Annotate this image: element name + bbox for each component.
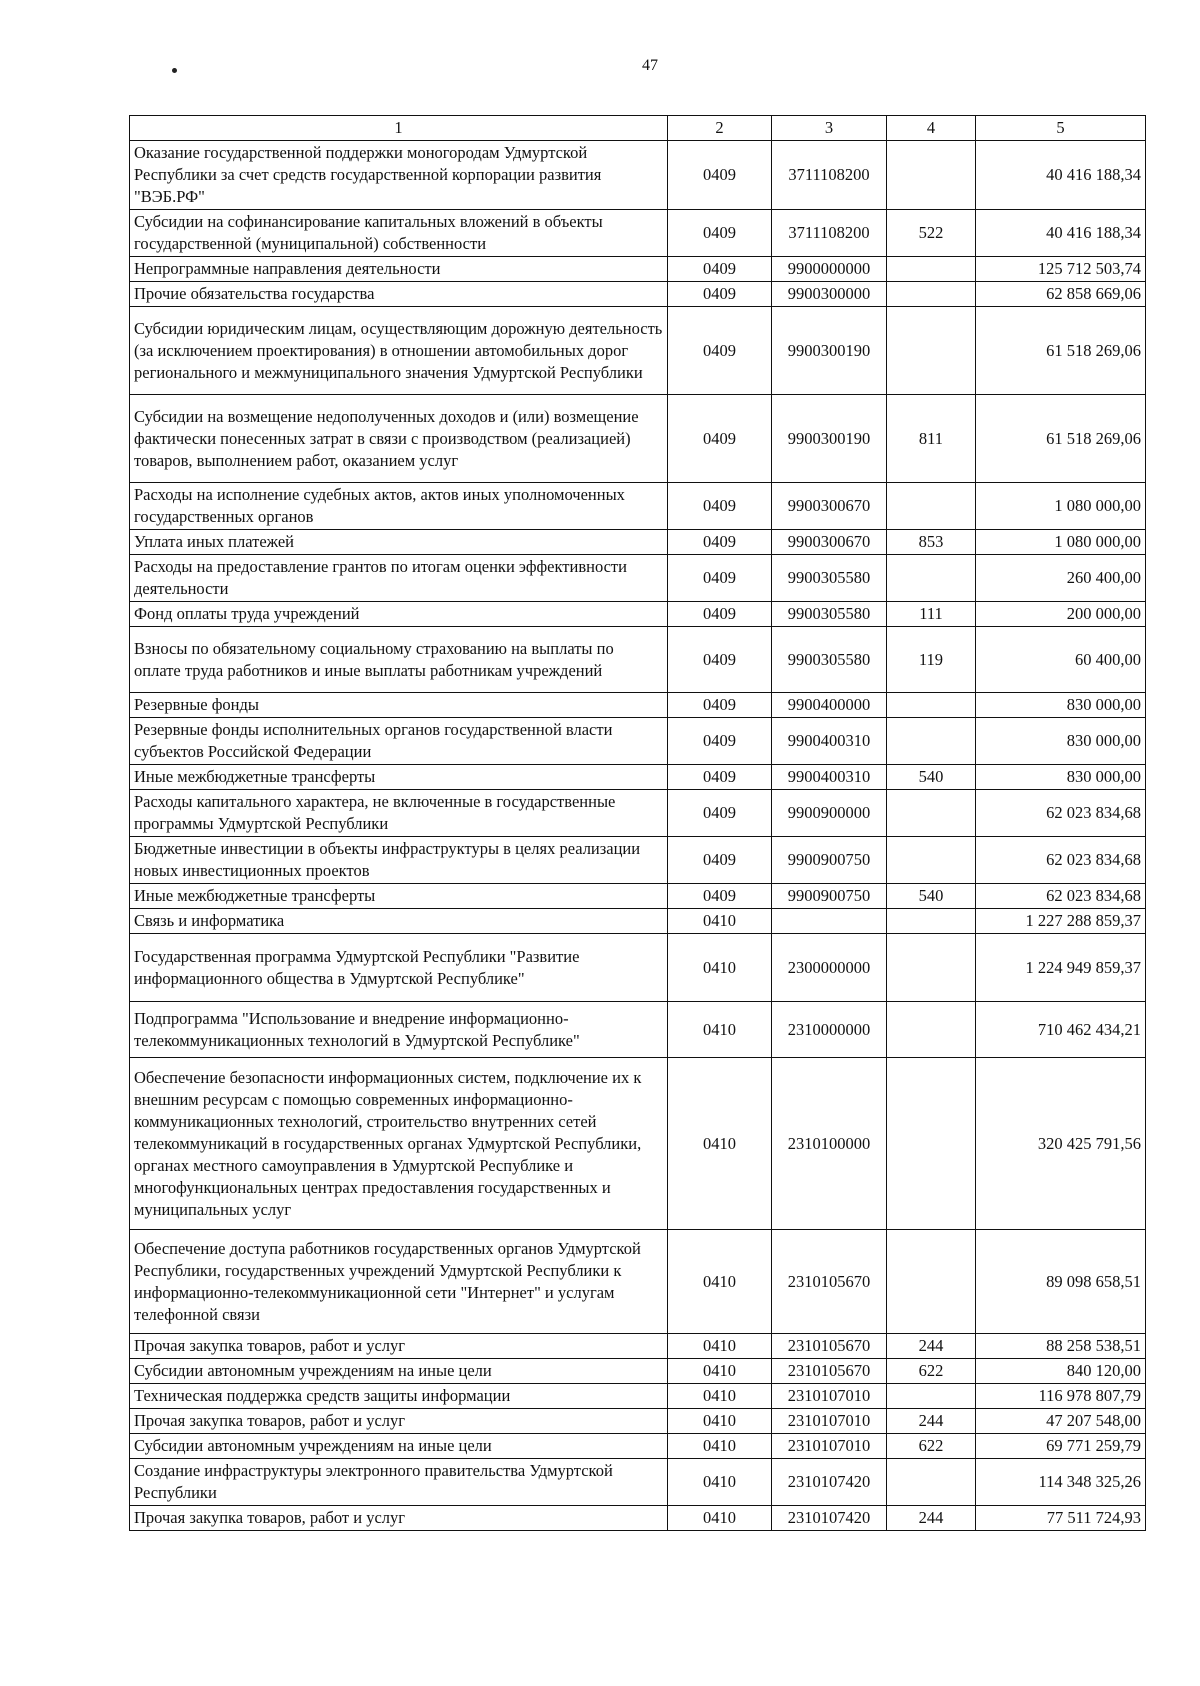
row-target-code: 2310105670 [772, 1334, 887, 1359]
row-expense-type [887, 307, 976, 395]
row-amount: 1 080 000,00 [976, 530, 1146, 555]
row-target-code: 9900305580 [772, 555, 887, 602]
table-row [130, 765, 1146, 790]
row-name: Расходы на предоставление грантов по итогам оценки эффективности деятельности [130, 555, 668, 602]
row-name: Прочая закупка товаров, работ и услуг [130, 1409, 668, 1434]
scan-speck [172, 68, 177, 73]
row-amount: 116 978 807,79 [976, 1384, 1146, 1409]
row-expense-type [887, 1459, 976, 1506]
row-target-code: 9900305580 [772, 602, 887, 627]
row-name: Иные межбюджетные трансферты [130, 884, 668, 909]
row-section: 0409 [668, 210, 772, 257]
row-expense-type: 622 [887, 1434, 976, 1459]
row-name: Создание инфраструктуры электронного правительства Удмуртской Республики [130, 1459, 668, 1506]
row-expense-type [887, 1230, 976, 1334]
table-row [130, 1459, 1146, 1506]
table-row [130, 210, 1146, 257]
row-amount: 62 023 834,68 [976, 884, 1146, 909]
table-row [130, 909, 1146, 934]
row-target-code: 9900400000 [772, 693, 887, 718]
row-name: Взносы по обязательному социальному страхованию на выплаты по оплате труда работников и иные выплаты работникам учреждений [130, 627, 668, 693]
row-expense-type: 540 [887, 884, 976, 909]
row-expense-type [887, 483, 976, 530]
row-expense-type [887, 257, 976, 282]
table-row [130, 1506, 1146, 1531]
row-target-code: 9900305580 [772, 627, 887, 693]
row-section: 0410 [668, 1002, 772, 1058]
row-target-code: 9900400310 [772, 765, 887, 790]
row-name: Субсидии на возмещение недополученных доходов и (или) возмещение фактически понесенных затрат в связи с производством (реализацией) товаров, выполнением работ, оказанием услуг [130, 395, 668, 483]
row-name: Связь и информатика [130, 909, 668, 934]
table-row [130, 282, 1146, 307]
row-expense-type: 853 [887, 530, 976, 555]
row-name: Субсидии автономным учреждениям на иные цели [130, 1434, 668, 1459]
row-target-code: 2310107010 [772, 1409, 887, 1434]
row-amount: 62 023 834,68 [976, 790, 1146, 837]
row-name: Бюджетные инвестиции в объекты инфраструктуры в целях реализации новых инвестиционных проектов [130, 837, 668, 884]
table-row [130, 1434, 1146, 1459]
row-expense-type: 522 [887, 210, 976, 257]
row-amount: 61 518 269,06 [976, 307, 1146, 395]
col-header-4: 4 [887, 116, 976, 141]
row-target-code: 9900300670 [772, 483, 887, 530]
row-target-code: 9900900750 [772, 884, 887, 909]
row-target-code: 2310107010 [772, 1384, 887, 1409]
table-row [130, 1384, 1146, 1409]
row-name: Уплата иных платежей [130, 530, 668, 555]
row-section: 0409 [668, 141, 772, 210]
row-amount: 69 771 259,79 [976, 1434, 1146, 1459]
row-section: 0410 [668, 934, 772, 1002]
row-section: 0409 [668, 790, 772, 837]
row-target-code: 9900300190 [772, 307, 887, 395]
row-amount: 830 000,00 [976, 693, 1146, 718]
row-target-code [772, 909, 887, 934]
row-section: 0409 [668, 483, 772, 530]
row-expense-type [887, 790, 976, 837]
row-target-code: 3711108200 [772, 210, 887, 257]
table-row [130, 602, 1146, 627]
row-target-code: 3711108200 [772, 141, 887, 210]
row-expense-type [887, 282, 976, 307]
row-target-code: 2310107420 [772, 1459, 887, 1506]
row-name: Прочая закупка товаров, работ и услуг [130, 1506, 668, 1531]
row-section: 0409 [668, 307, 772, 395]
row-expense-type: 111 [887, 602, 976, 627]
row-section: 0410 [668, 1334, 772, 1359]
row-expense-type [887, 141, 976, 210]
row-section: 0410 [668, 1459, 772, 1506]
row-expense-type: 119 [887, 627, 976, 693]
row-name: Подпрограмма "Использование и внедрение информационно-телекоммуникационных технологий в Удмуртской Республике" [130, 1002, 668, 1058]
row-expense-type: 244 [887, 1506, 976, 1531]
table-row [130, 1002, 1146, 1058]
row-section: 0409 [668, 884, 772, 909]
row-expense-type: 622 [887, 1359, 976, 1384]
row-amount: 830 000,00 [976, 718, 1146, 765]
table-row [130, 934, 1146, 1002]
row-name: Государственная программа Удмуртской Республики "Развитие информационного общества в Удмуртской Республике" [130, 934, 668, 1002]
row-amount: 40 416 188,34 [976, 141, 1146, 210]
col-header-3: 3 [772, 116, 887, 141]
row-name: Непрограммные направления деятельности [130, 257, 668, 282]
table-row [130, 1334, 1146, 1359]
row-name: Резервные фонды исполнительных органов государственной власти субъектов Российской Федерации [130, 718, 668, 765]
row-section: 0410 [668, 1409, 772, 1434]
row-name: Расходы капитального характера, не включенные в государственные программы Удмуртской Республики [130, 790, 668, 837]
row-amount: 77 511 724,93 [976, 1506, 1146, 1531]
row-amount: 125 712 503,74 [976, 257, 1146, 282]
row-name: Субсидии на софинансирование капитальных вложений в объекты государственной (муниципальной) собственности [130, 210, 668, 257]
row-expense-type: 540 [887, 765, 976, 790]
row-expense-type [887, 1384, 976, 1409]
row-section: 0410 [668, 1506, 772, 1531]
row-expense-type [887, 555, 976, 602]
row-section: 0410 [668, 1359, 772, 1384]
table-row [130, 1230, 1146, 1334]
row-name: Иные межбюджетные трансферты [130, 765, 668, 790]
row-target-code: 9900900000 [772, 790, 887, 837]
row-target-code: 9900900750 [772, 837, 887, 884]
row-name: Обеспечение безопасности информационных систем, подключение их к внешним ресурсам с помощью современных информационно-коммуникационных технологий, строительство внутренних сетей телекоммуникаций в государственных органах Удмуртской Республики, органах местного самоуправления в Удмуртской Республике и многофункциональных центрах предоставления государственных и муниципальных услуг [130, 1058, 668, 1230]
row-section: 0409 [668, 693, 772, 718]
row-section: 0410 [668, 1230, 772, 1334]
row-expense-type: 244 [887, 1409, 976, 1434]
row-target-code: 9900300190 [772, 395, 887, 483]
row-section: 0410 [668, 909, 772, 934]
row-target-code: 9900300670 [772, 530, 887, 555]
col-header-2: 2 [668, 116, 772, 141]
row-section: 0409 [668, 282, 772, 307]
row-expense-type [887, 1002, 976, 1058]
table-row [130, 884, 1146, 909]
row-target-code: 2300000000 [772, 934, 887, 1002]
row-amount: 88 258 538,51 [976, 1334, 1146, 1359]
row-section: 0409 [668, 257, 772, 282]
table-row [130, 1359, 1146, 1384]
table-row [130, 307, 1146, 395]
table-row [130, 837, 1146, 884]
table-row [130, 718, 1146, 765]
row-amount: 61 518 269,06 [976, 395, 1146, 483]
row-amount: 89 098 658,51 [976, 1230, 1146, 1334]
row-name: Расходы на исполнение судебных актов, актов иных уполномоченных государственных органов [130, 483, 668, 530]
row-name: Прочая закупка товаров, работ и услуг [130, 1334, 668, 1359]
row-target-code: 2310107010 [772, 1434, 887, 1459]
row-amount: 1 080 000,00 [976, 483, 1146, 530]
page-number: 47 [642, 57, 658, 74]
table-row [130, 555, 1146, 602]
row-expense-type [887, 934, 976, 1002]
row-amount: 1 224 949 859,37 [976, 934, 1146, 1002]
row-name: Оказание государственной поддержки моногородам Удмуртской Республики за счет средств государственной корпорации развития "ВЭБ.РФ" [130, 141, 668, 210]
row-amount: 710 462 434,21 [976, 1002, 1146, 1058]
row-expense-type [887, 1058, 976, 1230]
row-section: 0409 [668, 765, 772, 790]
row-expense-type [887, 693, 976, 718]
table-row [130, 530, 1146, 555]
row-amount: 114 348 325,26 [976, 1459, 1146, 1506]
row-target-code: 2310000000 [772, 1002, 887, 1058]
row-name: Субсидии юридическим лицам, осуществляющим дорожную деятельность (за исключением проектирования) в отношении автомобильных дорог регионального и межмуниципального значения Удмуртской Республики [130, 307, 668, 395]
row-name: Обеспечение доступа работников государственных органов Удмуртской Республики, государственных учреждений Удмуртской Республики к информационно-телекоммуникационной сети "Интернет" и услугам телефонной связи [130, 1230, 668, 1334]
table-row [130, 395, 1146, 483]
col-header-1: 1 [130, 116, 668, 141]
row-expense-type [887, 837, 976, 884]
budget-table [129, 115, 1146, 1531]
row-expense-type [887, 909, 976, 934]
row-target-code: 9900300000 [772, 282, 887, 307]
row-section: 0410 [668, 1434, 772, 1459]
table-row [130, 693, 1146, 718]
row-amount: 320 425 791,56 [976, 1058, 1146, 1230]
row-amount: 40 416 188,34 [976, 210, 1146, 257]
table-row [130, 1409, 1146, 1434]
row-section: 0409 [668, 530, 772, 555]
row-expense-type [887, 718, 976, 765]
table-row [130, 627, 1146, 693]
row-amount: 200 000,00 [976, 602, 1146, 627]
table-row [130, 257, 1146, 282]
row-expense-type: 244 [887, 1334, 976, 1359]
col-header-5: 5 [976, 116, 1146, 141]
row-section: 0409 [668, 837, 772, 884]
row-amount: 62 858 669,06 [976, 282, 1146, 307]
row-amount: 62 023 834,68 [976, 837, 1146, 884]
row-amount: 1 227 288 859,37 [976, 909, 1146, 934]
row-section: 0409 [668, 602, 772, 627]
row-amount: 47 207 548,00 [976, 1409, 1146, 1434]
row-target-code: 9900400310 [772, 718, 887, 765]
table-row [130, 1058, 1146, 1230]
row-section: 0409 [668, 627, 772, 693]
table-row [130, 483, 1146, 530]
row-amount: 830 000,00 [976, 765, 1146, 790]
row-name: Техническая поддержка средств защиты информации [130, 1384, 668, 1409]
row-target-code: 9900000000 [772, 257, 887, 282]
table-row [130, 141, 1146, 210]
row-section: 0409 [668, 555, 772, 602]
row-amount: 60 400,00 [976, 627, 1146, 693]
table-row [130, 790, 1146, 837]
row-section: 0409 [668, 395, 772, 483]
row-name: Субсидии автономным учреждениям на иные цели [130, 1359, 668, 1384]
row-amount: 840 120,00 [976, 1359, 1146, 1384]
row-target-code: 2310100000 [772, 1058, 887, 1230]
row-section: 0410 [668, 1384, 772, 1409]
row-target-code: 2310107420 [772, 1506, 887, 1531]
row-name: Прочие обязательства государства [130, 282, 668, 307]
row-target-code: 2310105670 [772, 1230, 887, 1334]
row-section: 0409 [668, 718, 772, 765]
row-name: Фонд оплаты труда учреждений [130, 602, 668, 627]
row-section: 0410 [668, 1058, 772, 1230]
row-target-code: 2310105670 [772, 1359, 887, 1384]
row-name: Резервные фонды [130, 693, 668, 718]
header-row [130, 116, 1146, 141]
row-expense-type: 811 [887, 395, 976, 483]
row-amount: 260 400,00 [976, 555, 1146, 602]
